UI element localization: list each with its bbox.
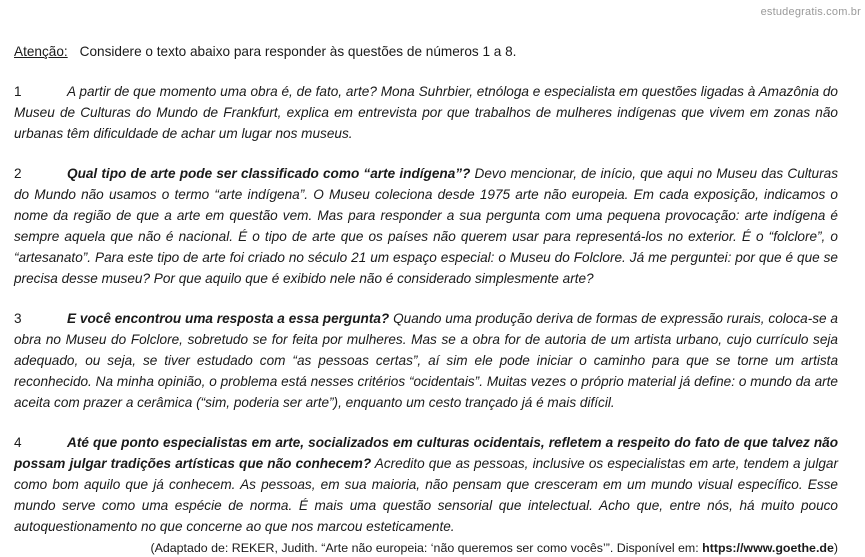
- source-citation: [14, 539, 838, 557]
- paragraph-number: 4: [14, 435, 22, 450]
- attention-line: [14, 41, 838, 62]
- paragraph-text: Devo mencionar, de início, que aqui no Museu das Culturas do Mundo não usamos o termo “arte indígena”. O Museu coleciona desde 1975 arte não europeia. Em cada exposição, indicamos o nome da região de que a arte em questão vem. Mas para responder a sua pergunta com uma pequena provocação: arte indígena é sempre aquela que não é nacional. É o tipo de arte que os países não querem usar para representá-los no exterior. É o “folclore”, o “artesanato”. Para este tipo de arte foi criado no século 21 um espaço especial: o Museu do Folclore. Já me perguntei: por que é que se precisa desse museu? Por que aquilo que é exibido nele não é considerado simplesmente arte?: [14, 166, 838, 286]
- source-text: REKER, Judith. “Arte não europeia: ‘não queremos ser como vocês’”. Disponível em:: [231, 541, 703, 555]
- paragraph-3: [14, 308, 838, 413]
- paragraph-number: 3: [14, 311, 22, 326]
- source-suffix: ): [833, 541, 838, 555]
- paragraph-1: [14, 81, 838, 144]
- interview-question: E você encontrou uma resposta a essa pergunta?: [67, 311, 390, 326]
- paragraph-text: Acredito que as pessoas, inclusive os especialistas em arte, tendem a julgar como bom aquilo que já conhecem. As pessoas, em sua maioria, não pensam que cresceram em um mundo visual específico. Esse mundo serve como uma espécie de norma. É mais uma questão sensorial que intelectual. Acho que, entre nós, há muito pouco autoquestionamento no que concerne ao que nos marcou esteticamente.: [14, 456, 838, 534]
- paragraph-4: [14, 432, 838, 537]
- attention-text: Considere o texto abaixo para responder às questões de números 1 a 8.: [79, 44, 517, 59]
- source-url: https://www.goethe.de: [702, 541, 834, 555]
- attention-label: Atenção:: [14, 44, 68, 59]
- interview-question: Até que ponto especialistas em arte, socializados em culturas ocidentais, refletem a respeito do fato de que talvez não possam julgar tradições artísticas que não conhecem?: [14, 435, 838, 471]
- watermark: estudegratis.com.br: [760, 6, 861, 18]
- paragraph-2: [14, 163, 838, 289]
- interview-question: Qual tipo de arte pode ser classificado como “arte indígena”?: [67, 166, 471, 181]
- paragraph-text: A partir de que momento uma obra é, de fato, arte? Mona Suhrbier, etnóloga e especialista em questões ligadas à Amazônia do Museu de Culturas do Mundo de Frankfurt, explica em entrevista por que trabalhos de mulheres indígenas que vivem em zonas não urbanas têm dificuldade de achar um lugar nos museus.: [14, 84, 838, 141]
- source-prefix: (Adaptado de:: [150, 541, 232, 555]
- paragraph-text: Quando uma produção deriva de formas de expressão rurais, coloca-se a obra no Museu do Folclore, sobretudo se for feita por mulheres. Mas se a obra for de autoria de um artista urbano, cujo currículo seja adequado, ou seja, se tiver estudado com “as pessoas certas”, aí sim ele pode iniciar o caminho para que se torne um artista reconhecido. Na minha opinião, o problema está nesses critérios “ocidentais”. Muitas vezes o próprio material já define: o mundo da arte aceita com prazer a cerâmica (“sim, poderia ser arte”), enquanto um cesto trançado já é mais difícil.: [14, 311, 838, 410]
- document-body: [14, 41, 838, 557]
- paragraph-number: 1: [14, 84, 22, 99]
- paragraph-number: 2: [14, 166, 22, 181]
